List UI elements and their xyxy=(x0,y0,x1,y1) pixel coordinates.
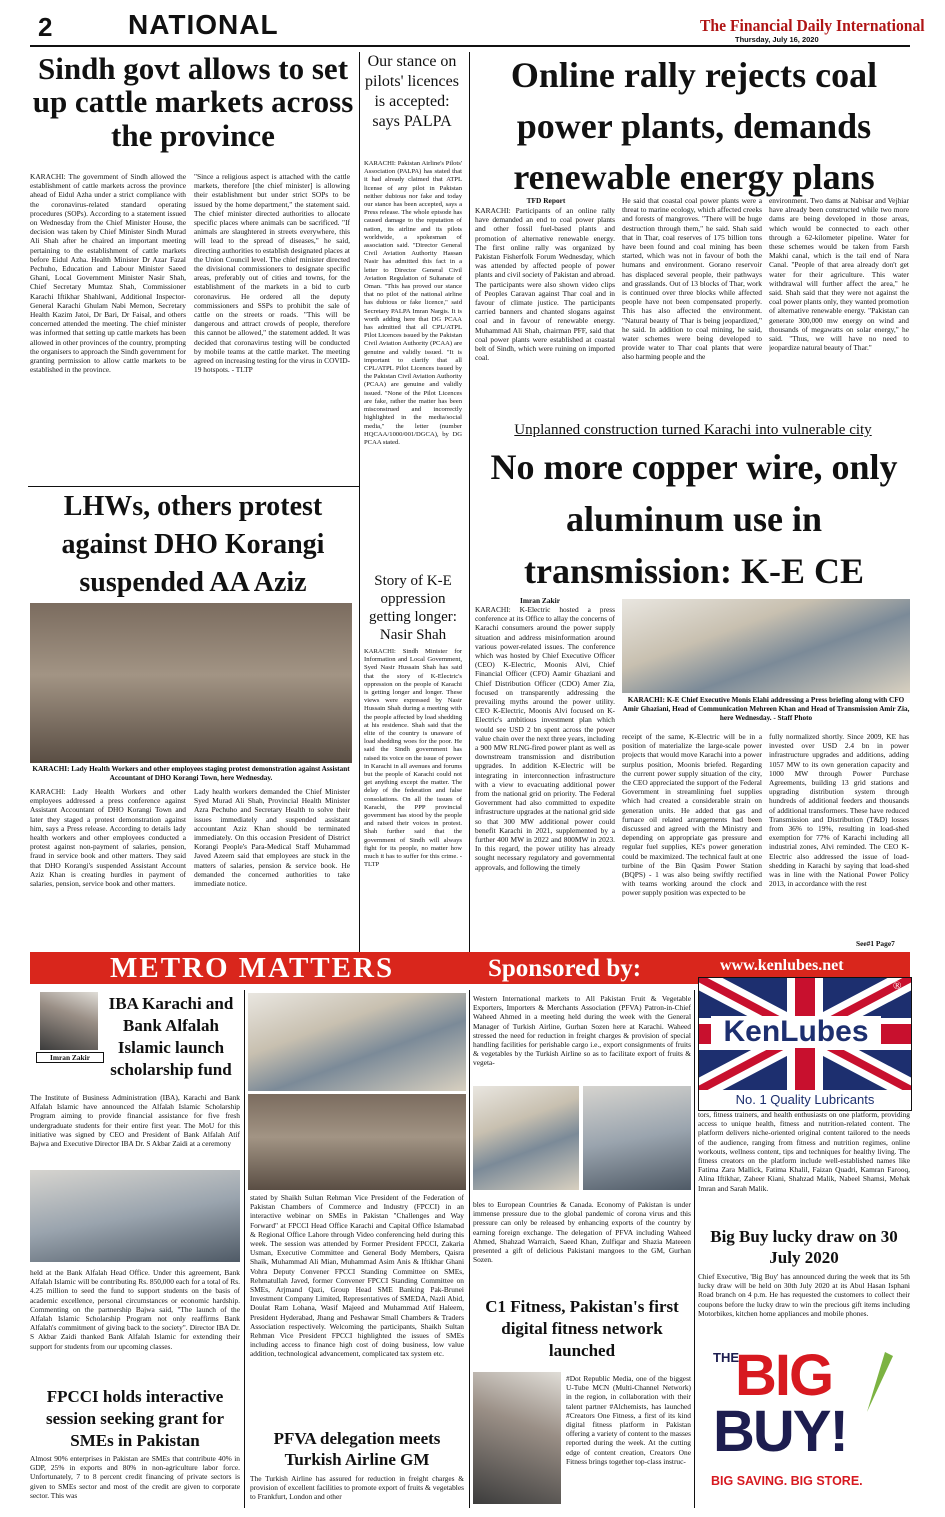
byline-iba: Imran Zakir xyxy=(36,1052,104,1063)
bigbuy-logo-slogan: BIG SAVING. BIG STORE. xyxy=(711,1474,863,1488)
photo-pfva-meeting xyxy=(473,1086,579,1190)
metro-banner-sponsor: Sponsored by: xyxy=(488,955,642,982)
section-rule xyxy=(28,486,359,487)
body-coal-col1: KARACHI: Participants of an online rally have demanded an end to coal power plants and other fossil fuel-based plants and promotion of alternative renewable energy. The first online rally was organized by Pakistan Fisherfolk Forum Wednesday, which was attended by affected people of power plants and civil society of Pakistan and abroad. The participants were also shown video clips of Peoples Caravan against Thar coal and in favour of climate justice. The participants carried banners and chanted slogans against coal and in favour of renewable energy. Muhammad Ali Shah, chairman PFF, said that coal power plants were established at coastal belt of Sindh, which were ruining on imported coal. xyxy=(475,206,615,363)
column-rule xyxy=(469,990,470,1508)
column-rule xyxy=(694,990,695,1508)
body-iba-col2: held at the Bank Alfalah Head Office. Under this agreement, Bank Alfalah Islamic will be contributing Rs. 850,000 each for a total of Rs. 4.25 million to seed the fund to support students on the basis of academic excellence, personal circumstances or economic hardship. Commenting on the partnership Bajwa said, "The launch of the Alfalah Islamic Scholarship Program not only reaffirms Bank Alfalah's commitment of giving back to the society". Director IBA Dr. S Akbar Zaidi thanked Bank Alfalah Islamic for extending their support for students from our upcoming classes. xyxy=(30,1268,240,1351)
headline-ke: No more copper wire, only aluminum use in transmission: K-E CE xyxy=(490,447,898,591)
body-lhw-col2: Lady health workers demanded the Chief Minister Syed Murad Ali Shah, Provincial Health Minister Azra Pechuho and Secretary Health to solve their issues immediately and suspended assistant accountant Aziz Khan should be terminated immediately. On this occasion President of District Korangi People's Para-Medical Staff Muhammad Javed Azeem said that employees are stuck in the matters of salaries, pension & service book. He demanded the concerned authorities to take immediate notice. xyxy=(194,787,350,889)
body-pfva-bottom: The Turkish Airline has assured for reduction in freight charges & provision of excellent facilities to promote export of fruits & vegetables to Frankfurt, London and other xyxy=(250,1474,464,1502)
photo-fpcci-webinar xyxy=(248,993,466,1091)
headline-bigbuy: Big Buy lucky draw on 30 July 2020 xyxy=(710,1227,898,1267)
kicker-ke: Unplanned construction turned Karachi into vulnerable city xyxy=(514,422,872,438)
masthead xyxy=(0,0,945,46)
paper-name: The Financial Daily International xyxy=(700,16,925,35)
column-rule xyxy=(359,52,360,952)
bigbuy-logo-big: BIG xyxy=(735,1343,833,1408)
caption-ke: KARACHI: K-E Chief Executive Monis Elahi addressing a Press briefing along with CFO Amir Ghaziani, Head of Communication Mehreen Khan and Head of Transmission Amir Zia, here Wednesday. - Staff Photo xyxy=(622,696,910,722)
body-c1-col1: #Dot Republic Media, one of the biggest U-Tube MCN (Multi-Channel Network) in the region, in collaboration with their talent partner #Alchemists, has launched #Creators One Fitness, a first of its kind digital fitness platform in Pakistan offering a variety of content to the masses reported during the week. At the cutting edge of content creation, Creators One Fitness brings together top-class instruc- xyxy=(566,1374,691,1466)
photo-imran-zakir xyxy=(40,992,98,1050)
masthead-rule xyxy=(30,45,910,47)
body-ke-col2: receipt of the same, K-Electric will be in a position of materialize the large-scale power projects that would move Karachi into a power surplus position, Moonis briefed. Regarding the current power supply situation of the city, the CEO appreciated the support of the Federal Government in streamlining fuel supplies which had created a considerable strain on generation units. He added that gas and furnace oil related arrangements had been discussed and agreed with the Ministry and depending on appropriate gas pressure and regular fuel supplies, KE's power generation could be maximized. The technical fault at one turbine of the Bin Qasim Power Station (BQPS) - 1 was also being swiftly rectified with teams working around the clock and power supply position was expected to be xyxy=(622,732,762,898)
body-sindh-col2: "Since a religious aspect is attached with the cattle markets, therefore [the chief minister] is allowing their establishment but under strict SOPs to be issued by the home department," the statement said. The chief minister directed authorities to allocate specific places where animals can be sacrificed. "If animals are slaughtered in streets everywhere, this will lead to the spread of diseases," he said, directing authorities to establish designated places at the Union Council level. The chief minister directed the divisional commissioners to designate specific areas, preferably out of cities and towns, for the establishment of the markets in a bid to curb coronavirus. He ordered all the deputy commissioners and SSPs to prohibit the sale of cattle on the streets or roads. "This will be dangerous and attract crowds of people, therefore this cannot be allowed," the statement added. It was decided that coronavirus testing will be conducted by mobile teams at the cattle market. The meeting agreed on increasing testing for the virus in COVID-19 hotspots. - TLTP xyxy=(194,172,350,375)
byline-coal: TFD Report xyxy=(526,196,566,205)
headline-palpa: Our stance on pilots' licences is accepted: says PALPA xyxy=(365,53,459,130)
bigbuy-logo xyxy=(705,1343,905,1506)
kenlubes-tagline: No. 1 Quality Lubricants xyxy=(699,1090,911,1110)
body-sindh-col1: KARACHI: The government of Sindh allowed the establishment of cattle markets across the province ahead of Eidul Azha under a strict compliance with the coronavirus-related standard operating procedures (SOPs). According to a statement issued on Wednesday from the Chief Minister House, the decision was taken by Chief Minister Sindh Murad Ali Shah after he chaired an important meeting pertaining to the establishment of cattle markets before Eidul Azha. Health Minister Dr Azar Fazal Pechuho, Education and Labour Minister Saeed Ghani, Local Government Minister Nasir Shah, Chief Secretary Mumtaz Shah, Commissioner Karachi Iftikhar Shahlwani, Additional Inspector-General Karachi Ghulam Nabi Memon, Secretary Health Kazim Jatoi, Dr Bari, Dr Faisal, and others concerned attended the meeting. The chief minister was informed that setting up cattle markets has been allowed in other provinces of the country, prompting the organisers to approach the Sindh government for granting permission to allow cattle markets to be established in the province. xyxy=(30,172,186,375)
body-ke-story: KARACHI: Sindh Minister for Information and Local Government, Syed Nasir Hussain Shah has said that the story of K-Electric's oppression on the people of Karachi is getting longer and longer. These views were expressed by Nasir Hussain Shah during a meeting with the people affected by load shedding at his residence. Shah said that the elite of the country is unaware of load shedding woes for the poor. He said the Sindh government has raised its voice on the issue of power in Karachi in all avenues and forums but the people of Karachi could not get anything except the matter. The delay of the federation and false consolations. On all the issues of Karachi, the PPP provincial government has stood by the people and raised their voices in protest. Shah further said that the government of Sindh will always fight for its people, no matter how much it has to suffer for this crime. - TLTP xyxy=(364,648,462,869)
photo-lhw-protest xyxy=(30,603,352,763)
see-more-ke: See#1 Page7 xyxy=(856,939,895,948)
body-ke-col1: KARACHI: K-Electric hosted a press conference at its Office to allay the concerns of Karachi consumers around the power supply situation and address misinformation around various power-related issues. The conference which was hosted by Chief Executive Officer (CEO) K-Electric, Moonis Alvi, Chief Financial Officer (CFO) Aamir Ghaziani and Chief Distribution Officer (CDO) Amer Zia, focused on transparently addressing the prevailing myths around the power utility. CEO K-Electric, Moonis Alvi focused on K-Electric's ambitious investment plan which would see USD 2 bn spent across the power value chain over the next three years, including a 900 MW RLNG-fired power plant as well as downstream transmission and distribution upgrades. In addition K-Electric will be integrating in interconnection infrastructure with a view to evacuating additional power from the national grid on priority. The Federal Government had also committed to expedite infrastructure upgrades at the national grid side so that 300 MW additional power could benefit Karachi in 2021, supplemented by a further 400 MW in 2022 and 800MW in 2023. In this regard, the power utility has already sought necessary regulatory and governmental approvals, and following the timely xyxy=(475,605,615,872)
photo-c1-fitness xyxy=(473,1372,561,1504)
bigbuy-swoosh-icon xyxy=(855,1352,895,1412)
page-number: 2 xyxy=(38,12,53,42)
photo-fpcci-speaker xyxy=(248,1094,466,1190)
body-coal-col3: environment. Two dams at Nabisar and Vejhiar have already been constructed while two more dams are being developed in those areas, which would be connected to each other through a 62-kilometer pipeline. Water for these schemes would be taken from Farsh Makhi canal, which is the tail end of Nara Canal. "People of that area already don't get water for their agriculture. This water withdrawal will further affect the area," he said. Shah said that they were not against the coal power plants only, they wanted promotion of alternative renewable energy. "Pakistan can generate 300,000 mw energy on wind and thousands of megawatts on solar energy," he said. "Thus, we will have no need to jeopardize natural beauty of Thar." xyxy=(769,196,909,353)
caption-lhw: KARACHI: Lady Health Workers and other employees staging protest demonstration against Assistant Accountant of DHO Korangi Town, here Wednesday. xyxy=(32,765,350,782)
headline-ke-story: Story of K-E oppression getting longer: Nasir Shah xyxy=(369,573,457,643)
metro-banner-url[interactable]: www.kenlubes.net xyxy=(720,957,844,974)
body-pfva-top: Western International markets to All Pakistan Fruit & Vegetable Exporters, Importers & Merchants Association (PFVA) Patron-in-Chief Waheed Ahmed in a meeting held during the week with the General Manager of Turkish Airline, Gurhan Sozen here at Karachi. Waheed stressed the need for reduction in freight charges & provision of special handling facilities for perishable cargo i.e., export consignments of fruits & vegetables by the Turkish Airline so as to facilitate export of fruits & vegeta- xyxy=(473,994,691,1068)
headline-lhw: LHWs, others protest against DHO Korangi suspended AA Aziz xyxy=(61,491,325,598)
bigbuy-logo-the: THE xyxy=(713,1350,739,1365)
headline-c1: C1 Fitness, Pakistan's first digital fitness network launched xyxy=(485,1297,679,1360)
headline-coal: Online rally rejects coal power plants, demands renewable energy plans xyxy=(510,55,878,197)
issue-date: Thursday, July 16, 2020 xyxy=(735,35,819,44)
headline-iba: IBA Karachi and Bank Alfalah Islamic launch scholarship fund xyxy=(108,994,234,1079)
body-c1-col-right: tors, fitness trainers, and health enthusiasts on one platform, providing access to unique health, fitness and nutrition-related content. The platform delivers niche-oriented original content tailored to the needs of the audience, ranging from fitness and nutrition regimes, online workouts, wellness content, tips and techniques for healthy living. The fitness creators on the platform include well-established names like Fatima Zara Mallick, Fatima Khalil, Faizan Quadri, Kamran Farooq, Alina Iftikhar, Zaheer Kiani, Shahzad Malik, Nabeel Shamsi, Mehak Imran and Sarah Malik. xyxy=(698,1110,910,1193)
headline-fpcci: FPCCI holds interactive session seeking grant for SMEs in Pakistan xyxy=(45,1387,225,1450)
headline-sindh: Sindh govt allows to set up cattle markets across the province xyxy=(32,51,354,153)
photo-ke-press-briefing xyxy=(622,599,910,693)
kenlubes-brand: KenLubes xyxy=(711,1016,881,1048)
kenlubes-ad[interactable] xyxy=(698,977,912,1111)
body-lhw-col1: KARACHI: Lady Health Workers and other employees addressed a press conference against Assistant Accountant of DHO Korangi Town and later they staged a protest demonstration against him, says a Press release. According to details lady health workers and other employees conducted a protest against non-payment of salaries, pension, fraud in service book and other matters. They said that DHO Korangi's suspended Assistant Account Aziz Khan is creating hurdles in payment of salaries, pension, service book and other matters. xyxy=(30,787,186,889)
body-fpcci-col1: Almost 90% enterprises in Pakistan are SMEs that contribute 40% in GDP, 25% in exports and 80% in non-agriculture labor force. Unfortunately, 7 to 8 percent credit financing of private sectors is given to SMEs sector and most of the credit are given to corporate sector. This was xyxy=(30,1454,240,1500)
bigbuy-logo-buy: BUY! xyxy=(713,1399,847,1464)
byline-ke: Imran Zakir xyxy=(519,596,561,605)
body-palpa: KARACHI: Pakistan Airline's Pilots' Association (PALPA) has stated that it had already claimed that ATPL license of any pilot in Pakistan neither dubious nor fake and today our stance has been accepted, says a Press release. The whole episode has caused damage to the reputation of nation, its airline and its pilots worldwide, a spokesman of association said. "Director General Civil Aviation Authority Hassan Nasir has admitted this fact in a letter to Director General Civil Aviation Regulation of Sultanate of Oman. "This has proved our stance that no pilot of the national airline has dubious or fake licence," said Secretary PALPA Imran Nargis. It is worth adding here that DG PCAA has admitted that all CPL/ATPL Pilot Licences issued by the Pakistan Civil Aviation Authority (PCAA) are genuine and validly issued. "It is important to clarify that all CPL/ATPL Pilot Licences issued by the Pakistan Civil Aviation Authority (PCAA) are genuine and validly issued. "None of the Pilot Licences are fake, rather the matter has been misconstrued and incorrectly highlighted in the media/social media," the letter (number HQCAA/1000/001/DGCA), by DG PCAA stated. xyxy=(364,160,462,446)
photo-iba-signing xyxy=(30,1170,240,1262)
column-rule xyxy=(469,52,470,952)
body-iba-col1: The Institute of Business Administration (IBA), Karachi and Bank Alfalah Islamic have announced the Alfalah Islamic Scholarship Program aiming to provide financial assistance for five fresh undergraduate students for their entire first year. The MoU for this initiative was signed by CEO and President of Bank Alfalah Atif Bajwa and Executive Director IBA Dr. S Akbar Zaidi at a ceremony xyxy=(30,1093,240,1149)
kenlubes-registered: ® xyxy=(893,980,902,992)
body-ke-col3: fully normalized shortly. Since 2009, KE has invested over USD 2.4 bn in power infrastructure upgrades and additions, adding 1057 MW to its own generation capacity and 1000 MW through Power Purchase Agreements, building 13 grid stations and upgrading distribution system through hundreds of additional feeders and thousands of additional transformers. These have reduced Transmission and Distribution (T&D) losses from 36% to 19%, resulting in load-shed exemption for 77% of Karachi including all industrial zones, Alvi reminded. The CEO K-Electric also addressed the issue of load-shedding in Karachi by saying that load-shed was in line with the National Power Policy 2013, in accordance with the rest xyxy=(769,732,909,889)
column-rule xyxy=(244,990,245,1508)
body-pfva-mid: bles to European Countries & Canada. Economy of Pakistan is under immense pressure due to the global pandemic of corona virus and this pressure can only be released by enhancing exports of the country by earning foreign exchange. The delegation of PFVA including Waheed Ahmed, Shahzad Warraich, Saeed Khan, Zulfiqar and Shazia Mateeen presented a gift of delicious Pakistani mangoes to the GM, Gurhan Sozen. xyxy=(473,1200,691,1265)
body-fpcci-col2: stated by Shaikh Sultan Rehman Vice President of the Federation of Pakistan Chambers of Commerce and Industry (FPCCI) in an interactive webinar on SMEs in Pakistan "Challenges and Way Forward" at FPCCI Head Office Karachi and Capital Office Islamabad & Regional Office Lahore through Video conferencing held during this week. The session was attended by Former President FPCCI, Zakaria Usman, Executive Committee and General Body Members, Qaisra Shaik, Muhammad Ali Mian, Muhammad Asim Anis & Iftikhar Ghani Vohra Deputy Convener FPCCI Standing Committee on SMEs, Rehmatullah Javed, former Convener FPCCI Standing Committee on SMEs, Arjmand Qazi, Group Head SME Banking Pak-Brunei Investment Company Limited, Representatives of SMEDA, Nazli Abid, Doulat Ram Lohana, Wasif Majeed and Muhammad Atif Haleem, President Hyderabad, Jhang and Peshawar Small Chambers & Traders Association respectively. Welcoming the participants, Shaikh Sultan Rehman Vice President FPCCI highlighted the issues of SMEs including access to finance high cost of doing business, low value addition, technological advancement, complicated tax system etc. xyxy=(250,1193,464,1359)
body-coal-col2: He said that coastal coal power plants were a threat to marine ecology, which affected creeks and forests of mangroves. "There will be huge destruction through them," he said. Shah said that in Thar, coal reserves of 175 billion tons have been found and coal mining has been started, which was not in favour of both the humans and environment. Gorano reservoir has displaced several people, their pathways and grasslands. Out of 13 blocks of Thar, work is continued over three blocks while affected people have not been compensated properly. This has also affected the environment. "Natural beauty of Thar is being jeopardized," he said. In addition to coal mining, he said, water schemes were being developed to provide water to Thar coal plants that were also harming people and the xyxy=(622,196,762,362)
headline-pfva: PFVA delegation meets Turkish Airline GM xyxy=(273,1429,441,1469)
metro-banner-title: METRO MATTERS xyxy=(110,952,395,984)
photo-pfva-gift xyxy=(583,1086,691,1190)
body-bigbuy: Chief Executive, 'Big Buy' has announced during the week that its 5th lucky draw will be held on 30th July 2020 at its Abul Hasan Isphani Road branch on 4 p.m. He has requested the customers to collect their coupons before the lucky draw to win the precious gift items including Motorbikes, kitchen home appliances and mobile phones. xyxy=(698,1272,910,1318)
section-title: NATIONAL xyxy=(128,9,279,40)
